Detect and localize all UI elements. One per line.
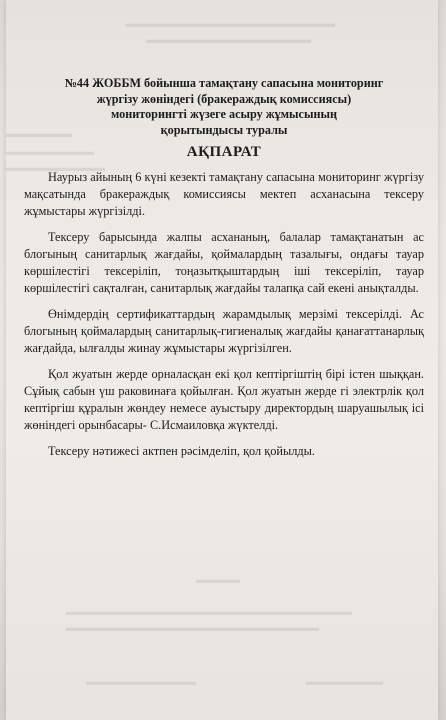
bleed-through-text: ▬▬▬▬▬▬▬ <box>306 676 383 688</box>
bleed-through-text: ▬▬▬▬▬▬▬▬▬▬▬▬▬▬▬▬▬▬▬ <box>126 18 335 30</box>
paragraph-conclusion: Тексеру нәтижесі актпен рәсімделіп, қол қойылды. <box>48 444 315 458</box>
paragraph-hand-dryers: Қол жуатын жерде орналасқан екі қол кептіргіштің бірі істен шыққан. Сұйық сабын үш раковинаға қойылған. Қол жуатын жерде гі электрлік қол кептіргіш құралын жөндеу немесе ауыстыру директордың шаруашылық ісі жөніндегі орынбасары- С.Исмаиловқа жүктелді. <box>24 367 424 432</box>
title-line: жүргізу жөніндегі (бракераждық комиссиясы) <box>96 91 352 106</box>
document-title <box>24 76 424 138</box>
bleed-through-text: ▬▬▬▬▬▬ <box>6 128 72 140</box>
paragraph-inspection: Тексеру барысында жалпы асхананың, балалар тамақтанатын ас блогының санитарлық жағдайы, қоймалардың тазалығы, ондағы тауар көршілестігі тексеріліп, тоңазытқыштардың іші тексеріліп, тауар көршілестігі сақталған, санитарлық жағдайы талапқа сай екені анықталды. <box>24 230 424 295</box>
bleed-through-text: ▬▬▬▬▬▬▬▬ <box>6 146 94 158</box>
document-page <box>6 0 438 720</box>
document-heading: АҚПАРАТ <box>186 144 262 160</box>
bleed-through-text: ▬▬▬▬ <box>196 574 240 586</box>
title-line: №44 ЖОББМ бойынша тамақтану сапасына мониторинг <box>64 76 384 90</box>
bleed-through-text: ▬▬▬▬▬▬▬▬▬▬ <box>86 676 196 688</box>
document-content <box>24 76 424 469</box>
bleed-through-text: ▬▬▬▬▬▬▬▬▬▬▬▬▬▬▬ <box>146 34 311 46</box>
title-line: қорытындысы туралы <box>160 122 288 137</box>
bleed-through-text: ▬▬▬▬▬▬▬▬▬ <box>6 162 105 174</box>
paragraph-certificates: Өнімдердің сертификаттардың жарамдылық мерзімі тексерілді. Ас блогының қоймалардың санитарлық-гигиеналық жағдайы қанағаттанарлық жағдайда, ылғалды жинау жұмыстары жүргізілген. <box>24 307 424 355</box>
bleed-through-text: ▬▬▬▬▬▬▬▬▬▬▬▬▬▬▬▬▬▬▬▬▬▬▬ <box>66 622 319 634</box>
bleed-through-text: ▬▬▬▬▬▬▬▬▬▬▬▬▬▬▬▬▬▬▬▬▬▬▬▬▬▬ <box>66 606 352 618</box>
title-line: мониторингті жүзеге асыру жұмысының <box>110 107 338 121</box>
paragraph-intro: Наурыз айының 6 күні кезекті тамақтану сапасына мониторинг жүргізу мақсатында бракераждық комиссиясы мектеп асханасына тексеру жұмыстары жүргізілді. <box>24 170 424 218</box>
